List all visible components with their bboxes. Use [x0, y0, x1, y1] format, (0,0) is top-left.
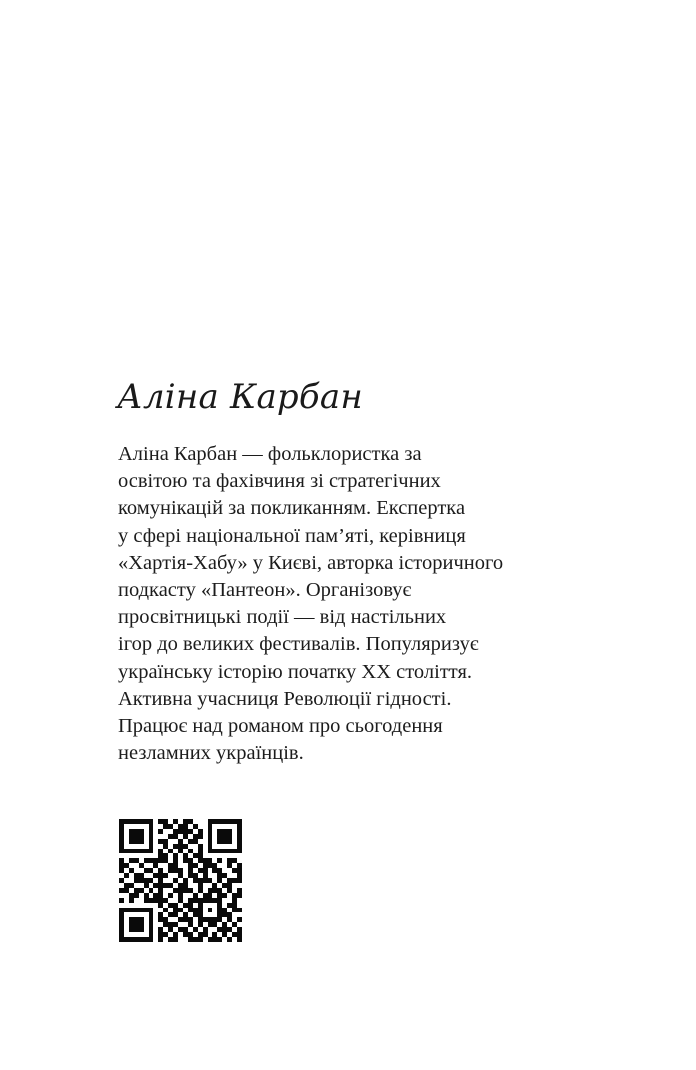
bio-line: ігор до великих фестивалів. Популяризує [118, 633, 479, 656]
bio-line: Працює над романом про сьогодення [118, 715, 443, 738]
qr-code-icon [119, 819, 242, 942]
bio-line: комунікацій за покликанням. Експертка [118, 497, 466, 520]
author-bio [118, 441, 538, 767]
bio-line: українську історію початку XX століття. [118, 660, 473, 683]
author-name-heading: Аліна Карбан [117, 377, 363, 417]
bio-line: незламних українців. [118, 742, 304, 765]
bio-line: подкасту «Пантеон». Організовує [118, 579, 412, 602]
bio-line: Аліна Карбан — фольклористка за [118, 443, 422, 465]
bio-line: освітою та фахівчиня зі стратегічних [118, 470, 441, 493]
bio-line: просвітницькі події — від настільних [118, 606, 447, 629]
bio-line: Активна учасниця Революції гідності. [118, 687, 452, 710]
bio-line: «Хартія-Хабу» у Києві, авторка історичного [118, 551, 504, 574]
bio-line: у сфері національної пам’яті, керівниця [118, 524, 466, 547]
qr-module [237, 937, 242, 942]
